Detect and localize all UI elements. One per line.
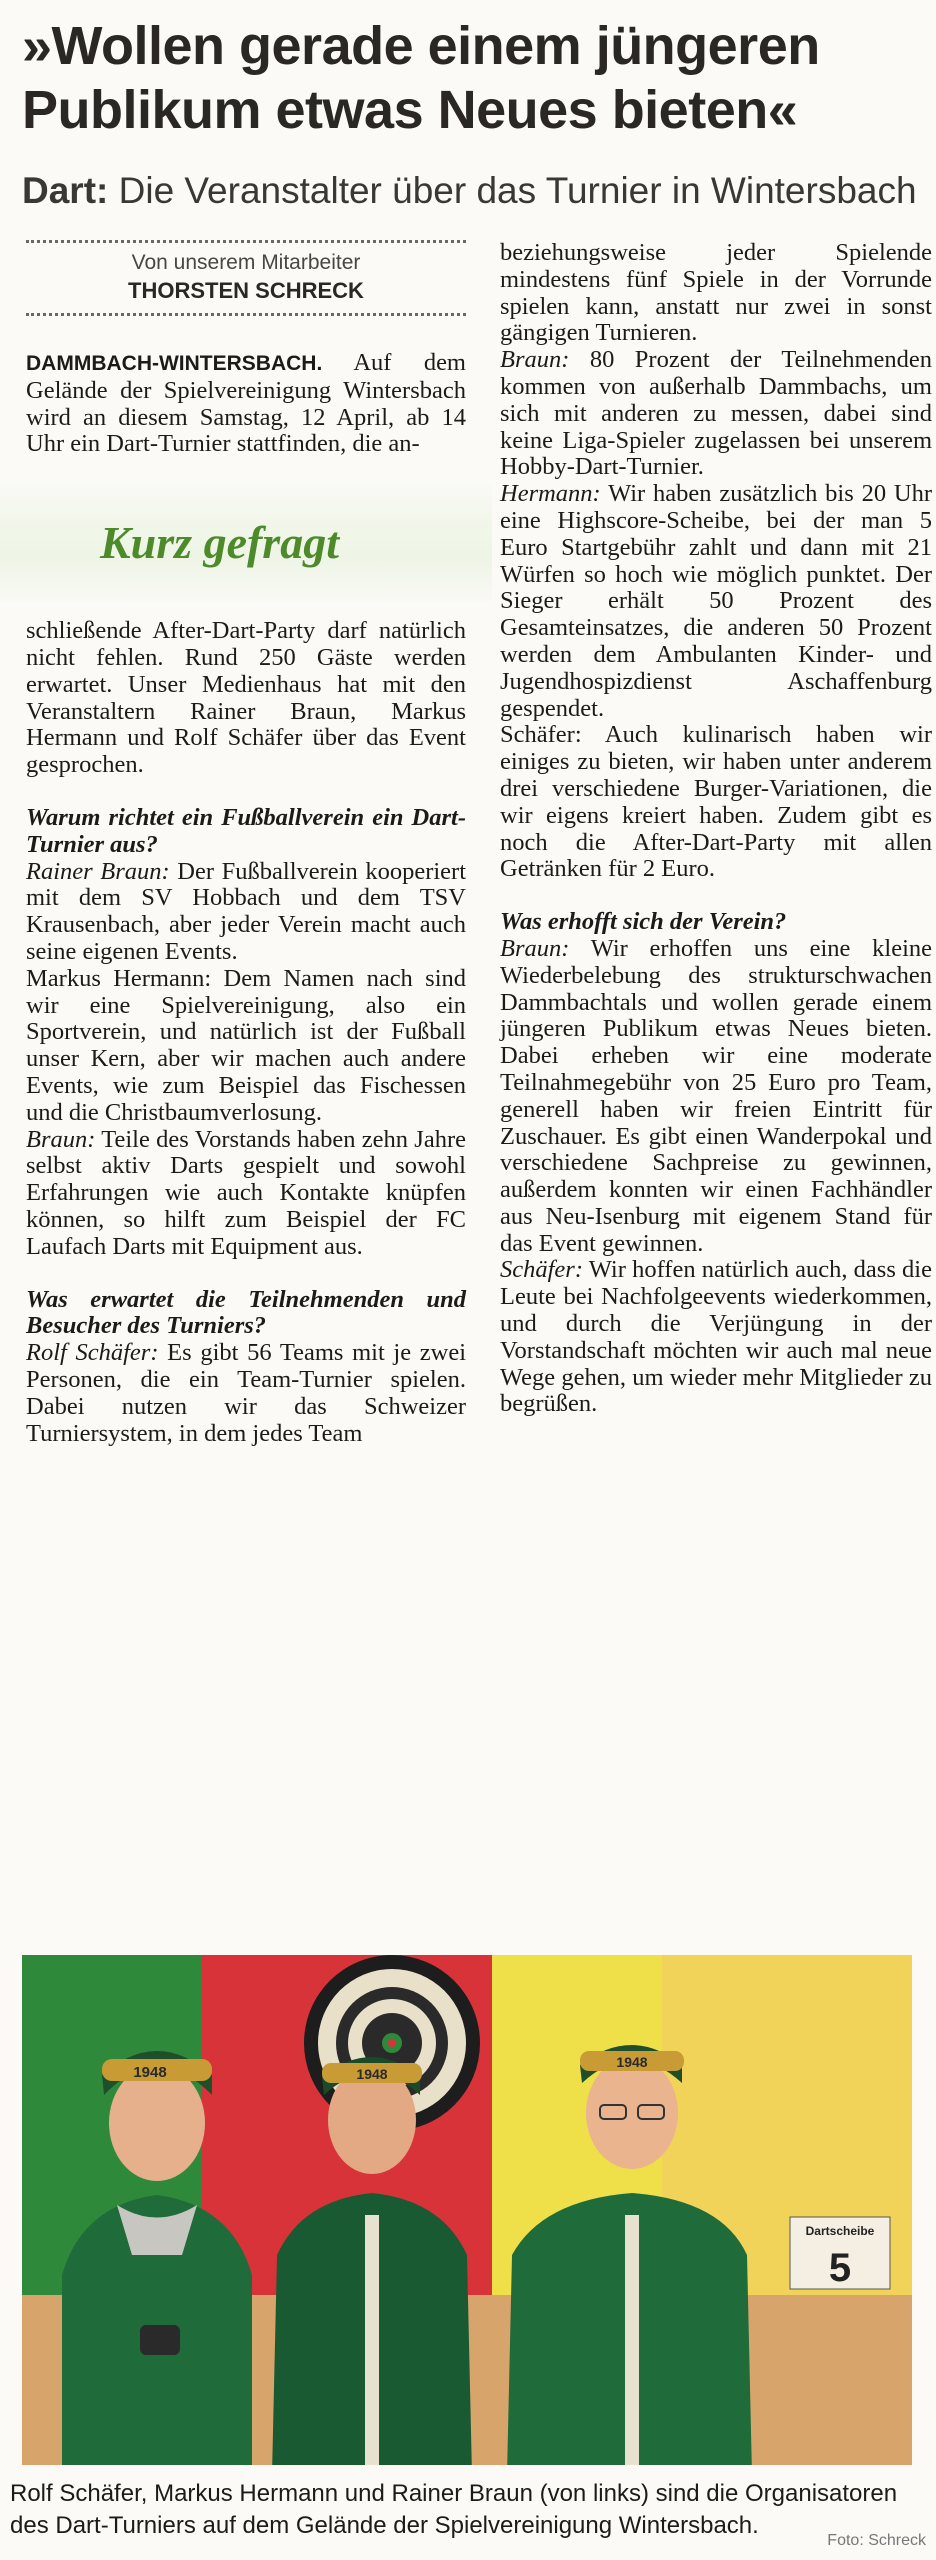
answer-1-text: Der Fußballverein kooperiert mit dem SV Hobbach und dem TSV Krausenbach, aber jeder Verein macht auch seine eigenen Events. <box>26 857 467 965</box>
answer-5 <box>500 347 932 481</box>
answer-7: Schäfer: Auch kulinarisch haben wir einiges zu bieten, wir haben unter anderem drei verschiedene Burger-Variationen, die wir eigens kreiert haben. Zudem gibt es noch die After-Dart-Party mit allen Getränken für 2 Euro. <box>500 721 932 883</box>
byline-rule-bottom <box>26 313 466 316</box>
answer-8-speaker: Braun: <box>500 934 570 962</box>
subheadline-kicker: Dart: <box>22 170 109 211</box>
photo-caption: Rolf Schäfer, Markus Hermann und Rainer Braun (von links) sind die Organisatoren des Dart-Turniers auf dem Gelände der Spielvereinigung Wintersbach. <box>10 2480 898 2539</box>
cap-text-left: 1948 <box>133 2064 167 2081</box>
answer-6-text: Wir haben zusätzlich bis 20 Uhr eine Highscore-Scheibe, bei der man 5 Euro Startgebühr zahlt und dann mit 21 Würfen so hoch wie möglich punktet. Der Sieger erhält 50 Prozent des Gesamteinsatzes, die anderen 50 Prozent werden dem Ambulanten Kinder- und Jugendhospizdienst Aschaffenburg gespendet. <box>500 480 932 722</box>
answer-4-speaker: Rolf Schäfer: <box>26 1339 159 1367</box>
cap-text-middle: 1948 <box>356 2066 388 2082</box>
article-photo <box>22 1955 912 2465</box>
dartscheibe-label: Dartscheibe <box>805 2224 875 2238</box>
answer-2: Markus Hermann: Dem Namen nach sind wir eine Spielvereinigung, also ein Sportverein, und natürlich ist der Fußball unser Kern, aber wir machen auch andere Events, wie zum Beispiel das Fischessen und die Christbaumverlosung. <box>26 964 466 1126</box>
answer-8-text: Wir erhoffen uns eine kleine Wiederbelebung des strukturschwachen Dammbachtals und wollen gerade einem jüngeren Publikum etwas Neues bieten. Dabei erheben wir eine moderate Teilnahmegebühr von 25 Euro pro Team, generell haben wir freien Eintritt für Zuschauer. Es gibt einen Wanderpokal und verschiedene Sachpreise zu gewinnen, außerdem konnten wir einen Fachhändler aus Neu-Isenburg mit eigenem Stand für das Event gewinnen. <box>500 934 932 1257</box>
question-3: Was erhofft sich der Verein? <box>500 908 787 936</box>
subheadline <box>22 170 917 212</box>
headline: »Wollen gerade einem jüngeren Publikum etwas Neues bieten« <box>22 16 820 140</box>
byline <box>26 243 466 313</box>
answer-5-text: 80 Prozent der Teilnehmenden kommen von außerhalb Dammbachs, um sich mit anderen zu messen, dabei sind keine Liga-Spieler zugelassen bei unserem Hobby-Dart-Turnier. <box>500 346 932 481</box>
answer-1-speaker: Rainer Braun: <box>26 857 170 885</box>
answer-8 <box>500 936 932 1258</box>
question-1: Warum richtet ein Fußballverein ein Dart-Turnier aus? <box>26 803 466 858</box>
kurz-gefragt-banner <box>0 478 492 608</box>
intro-text: Auf dem Gelände der Spielvereinigung Wintersbach wird an diesem Samstag, 12 April, ab 14 Uhr ein Dart-Turnier stattfinden, die an- <box>26 349 466 458</box>
answer-3-speaker: Braun: <box>26 1125 96 1153</box>
cap-text-right: 1948 <box>616 2054 648 2070</box>
answer-3-text: Teile des Vorstands haben zehn Jahre selbst aktiv Darts gespielt und sowohl Erfahrungen wie auch Kontakte knüpfen können, so hilft zum Beispiel der FC Laufach Darts mit Equipment aus. <box>26 1125 466 1260</box>
subheadline-text: Die Veranstalter über das Turnier in Wintersbach <box>108 170 917 211</box>
answer-6 <box>500 481 932 722</box>
byline-author: THORSTEN SCHRECK <box>128 278 364 303</box>
kurz-gefragt-label: Kurz gefragt <box>100 516 339 568</box>
article-column-left <box>26 240 466 1447</box>
dartscheibe-number: 5 <box>828 2246 852 2290</box>
question-2: Was erwartet die Teilnehmenden und Besucher des Turniers? <box>26 1285 466 1340</box>
answer-9-text: Wir hoffen natürlich auch, dass die Leute bei Nachfolgeevents wiederkommen, und durch die Verjüngung in der Vorstandschaft möchten wir auch mal neue Wege gehen, um wieder mehr Mitglieder zu begrüßen. <box>500 1256 932 1418</box>
byline-prefix: Von unserem Mitarbeiter <box>131 251 361 274</box>
answer-5-speaker: Braun: <box>500 346 570 374</box>
answer-3 <box>26 1127 466 1261</box>
intro-continued: schließende After-Dart-Party darf natürlich nicht fehlen. Rund 250 Gäste werden erwartet. Unser Medienhaus hat mit den Veranstaltern Rainer Braun, Markus Hermann und Rolf Schäfer über das Event gesprochen. <box>26 617 466 779</box>
answer-4 <box>26 1340 466 1447</box>
answer-9-speaker: Schäfer: <box>500 1256 583 1284</box>
article-column-right <box>500 240 932 1418</box>
answer-9 <box>500 1257 932 1418</box>
answer-4-text: Es gibt 56 Teams mit je zwei Personen, die ein Team-Turnier spielen. Dabei nutzen wir das Schweizer Turniersystem, in dem jedes Team <box>26 1339 467 1447</box>
dateline: DAMMBACH-WINTERSBACH. <box>26 352 323 375</box>
answer-4-continued: beziehungsweise jeder Spielende mindestens fünf Spiele in der Vorrunde spielen kann, anstatt nur zwei in sonst gängigen Turnieren. <box>500 239 932 347</box>
intro-paragraph <box>26 350 466 458</box>
answer-1 <box>26 859 466 966</box>
answer-6-speaker: Hermann: <box>500 480 601 508</box>
photo-credit: Foto: Schreck <box>827 2532 926 2549</box>
photo-scene <box>22 1955 912 2465</box>
